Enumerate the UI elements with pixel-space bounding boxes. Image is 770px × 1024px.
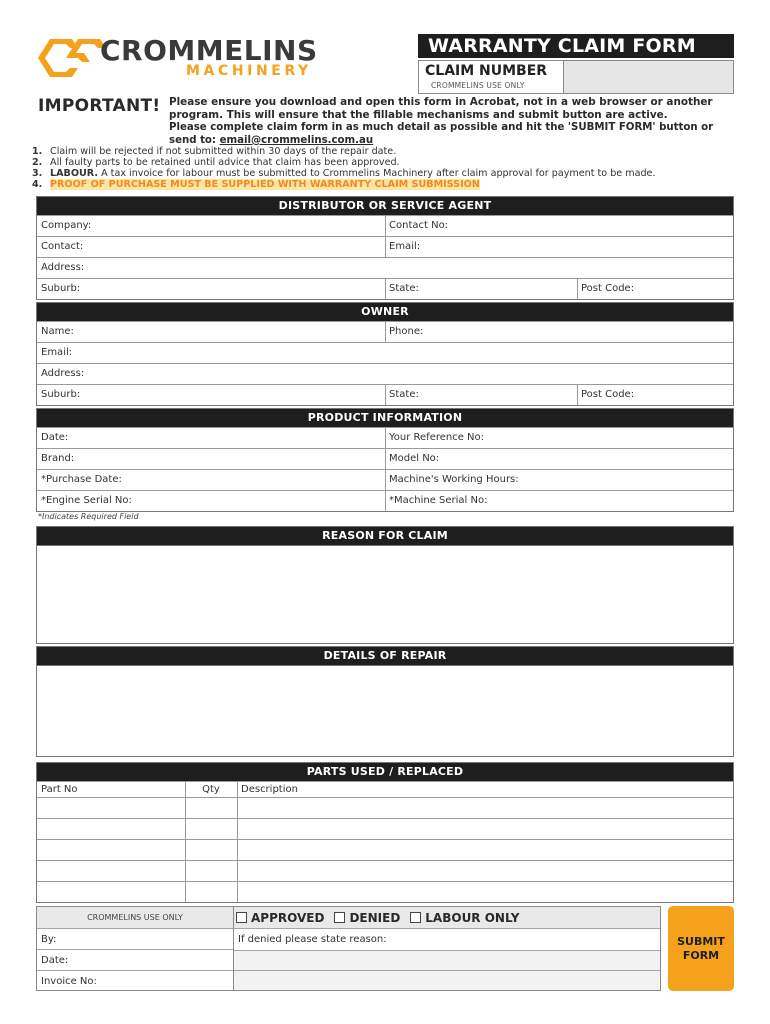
parts-row[interactable] bbox=[37, 860, 733, 881]
rule-item bbox=[32, 157, 742, 168]
rule-number: 3. bbox=[32, 168, 43, 179]
checkbox-icon[interactable] bbox=[334, 912, 345, 923]
reason-section bbox=[36, 526, 734, 644]
required-field-note: *Indicates Required Field bbox=[38, 512, 139, 521]
contact-no-field[interactable]: Contact No: bbox=[389, 220, 449, 231]
checkbox-icon[interactable] bbox=[410, 912, 421, 923]
important-line-1: Please ensure you download and open this form in Acrobat, not in a web browser or another program. This will ensure that the fillable mechanisms and submit button are active. bbox=[169, 96, 713, 121]
engine-serial-field[interactable]: *Engine Serial No: bbox=[41, 495, 132, 506]
labour-only-label: LABOUR ONLY bbox=[425, 910, 520, 925]
submit-form-button[interactable] bbox=[668, 906, 734, 991]
approved-checkbox[interactable] bbox=[236, 911, 324, 925]
date-field[interactable]: Date: bbox=[41, 432, 69, 443]
working-hours-field[interactable]: Machine's Working Hours: bbox=[389, 474, 519, 485]
rule-text: All faulty parts to be retained until advice that claim has been approved. bbox=[50, 157, 400, 168]
rule-bold: LABOUR. bbox=[50, 168, 99, 179]
parts-section bbox=[36, 762, 734, 903]
distributor-header: DISTRIBUTOR OR SERVICE AGENT bbox=[37, 197, 733, 215]
logo-subtitle: MACHINERY bbox=[186, 63, 312, 79]
important-heading: IMPORTANT! bbox=[38, 96, 161, 116]
owner-email-field[interactable]: Email: bbox=[41, 347, 73, 358]
owner-row bbox=[37, 342, 733, 363]
claim-rules-list bbox=[32, 146, 742, 190]
by-field[interactable]: By: bbox=[37, 928, 233, 949]
part-no-column-header: Part No bbox=[41, 784, 78, 795]
title-block bbox=[418, 34, 734, 94]
repair-textarea[interactable] bbox=[37, 665, 733, 756]
invoice-no-field[interactable]: Invoice No: bbox=[37, 970, 233, 990]
claim-number-label: CLAIM NUMBER bbox=[425, 63, 548, 79]
claim-number-label-box bbox=[418, 60, 564, 94]
product-section bbox=[36, 408, 734, 512]
repair-section bbox=[36, 646, 734, 757]
parts-row[interactable] bbox=[37, 797, 733, 818]
owner-header: OWNER bbox=[37, 303, 733, 321]
product-row bbox=[37, 427, 733, 448]
parts-row[interactable] bbox=[37, 881, 733, 902]
owner-state-field[interactable]: State: bbox=[389, 389, 419, 400]
address-field[interactable]: Address: bbox=[41, 262, 85, 273]
distributor-row bbox=[37, 215, 733, 236]
checkbox-icon[interactable] bbox=[236, 912, 247, 923]
denied-checkbox[interactable] bbox=[334, 911, 400, 925]
owner-row bbox=[37, 363, 733, 384]
owner-row bbox=[37, 321, 733, 342]
labour-only-checkbox[interactable] bbox=[410, 911, 519, 925]
company-field[interactable]: Company: bbox=[41, 220, 92, 231]
important-line-2-prefix: Please complete claim form in as much detail as possible and hit the 'SUBMIT FORM' button or send to: bbox=[169, 122, 714, 146]
rule-text: Claim will be rejected if not submitted within 30 days of the repair date. bbox=[50, 146, 397, 157]
your-reference-field[interactable]: Your Reference No: bbox=[389, 432, 485, 443]
post-code-field[interactable]: Post Code: bbox=[581, 283, 635, 294]
office-use-section bbox=[36, 906, 661, 991]
brand-field[interactable]: Brand: bbox=[41, 453, 75, 464]
email-field[interactable]: Email: bbox=[389, 241, 421, 252]
contact-field[interactable]: Contact: bbox=[41, 241, 84, 252]
denied-reason-field-line-3[interactable] bbox=[234, 970, 660, 990]
owner-row bbox=[37, 384, 733, 405]
office-left-column bbox=[37, 907, 233, 990]
owner-address-field[interactable]: Address: bbox=[41, 368, 85, 379]
product-row bbox=[37, 490, 733, 511]
purchase-date-field[interactable]: *Purchase Date: bbox=[41, 474, 122, 485]
important-text bbox=[169, 96, 735, 147]
rule-text: A tax invoice for labour must be submitted to Crommelins Machinery after claim approval for payment to be made. bbox=[98, 168, 656, 179]
denied-label: DENIED bbox=[349, 910, 401, 925]
submit-label-line-2: FORM bbox=[682, 948, 720, 962]
product-row bbox=[37, 469, 733, 490]
owner-name-field[interactable]: Name: bbox=[41, 326, 74, 337]
distributor-section bbox=[36, 196, 734, 300]
repair-header: DETAILS OF REPAIR bbox=[37, 647, 733, 665]
parts-header-row bbox=[37, 781, 733, 797]
rule-item bbox=[32, 168, 742, 179]
product-header: PRODUCT INFORMATION bbox=[37, 409, 733, 427]
form-title: WARRANTY CLAIM FORM bbox=[418, 34, 734, 58]
distributor-row bbox=[37, 278, 733, 299]
email-link[interactable]: email@crommelins.com.au bbox=[219, 134, 374, 146]
office-date-field[interactable]: Date: bbox=[37, 949, 233, 970]
model-no-field[interactable]: Model No: bbox=[389, 453, 440, 464]
state-field[interactable]: State: bbox=[389, 283, 419, 294]
denied-reason-field[interactable]: If denied please state reason: bbox=[234, 928, 660, 950]
logo-hexagon-icon bbox=[36, 36, 106, 80]
distributor-row bbox=[37, 236, 733, 257]
rule-text-highlight: PROOF OF PURCHASE MUST BE SUPPLIED WITH WARRANTY CLAIM SUBMISSION bbox=[50, 179, 480, 190]
claim-number-note: CROMMELINS USE ONLY bbox=[431, 81, 525, 90]
approval-checkboxes bbox=[234, 907, 519, 928]
crommelins-logo bbox=[36, 34, 336, 82]
suburb-field[interactable]: Suburb: bbox=[41, 283, 81, 294]
reason-header: REASON FOR CLAIM bbox=[37, 527, 733, 545]
rule-item bbox=[32, 146, 742, 157]
rule-item bbox=[32, 179, 742, 190]
denied-reason-field-line-2[interactable] bbox=[234, 950, 660, 970]
distributor-row bbox=[37, 257, 733, 278]
parts-row[interactable] bbox=[37, 839, 733, 860]
description-column-header: Description bbox=[241, 784, 298, 795]
rule-number: 2. bbox=[32, 157, 43, 168]
logo-name: CROMMELINS bbox=[100, 34, 318, 67]
submit-label-line-1: SUBMIT bbox=[677, 934, 725, 948]
machine-serial-field[interactable]: *Machine Serial No: bbox=[389, 495, 488, 506]
claim-number-field[interactable] bbox=[564, 60, 734, 94]
owner-suburb-field[interactable]: Suburb: bbox=[41, 389, 81, 400]
owner-phone-field[interactable]: Phone: bbox=[389, 326, 424, 337]
owner-section bbox=[36, 302, 734, 406]
rule-number: 4. bbox=[32, 179, 43, 190]
approved-label: APPROVED bbox=[251, 910, 325, 925]
important-line-2 bbox=[169, 122, 735, 147]
qty-column-header: Qty bbox=[202, 784, 220, 795]
reason-textarea[interactable] bbox=[37, 545, 733, 643]
parts-row[interactable] bbox=[37, 818, 733, 839]
office-right-column bbox=[233, 907, 660, 990]
product-row bbox=[37, 448, 733, 469]
office-use-heading: CROMMELINS USE ONLY bbox=[87, 913, 183, 922]
rule-number: 1. bbox=[32, 146, 43, 157]
owner-post-code-field[interactable]: Post Code: bbox=[581, 389, 635, 400]
parts-header: PARTS USED / REPLACED bbox=[37, 763, 733, 781]
